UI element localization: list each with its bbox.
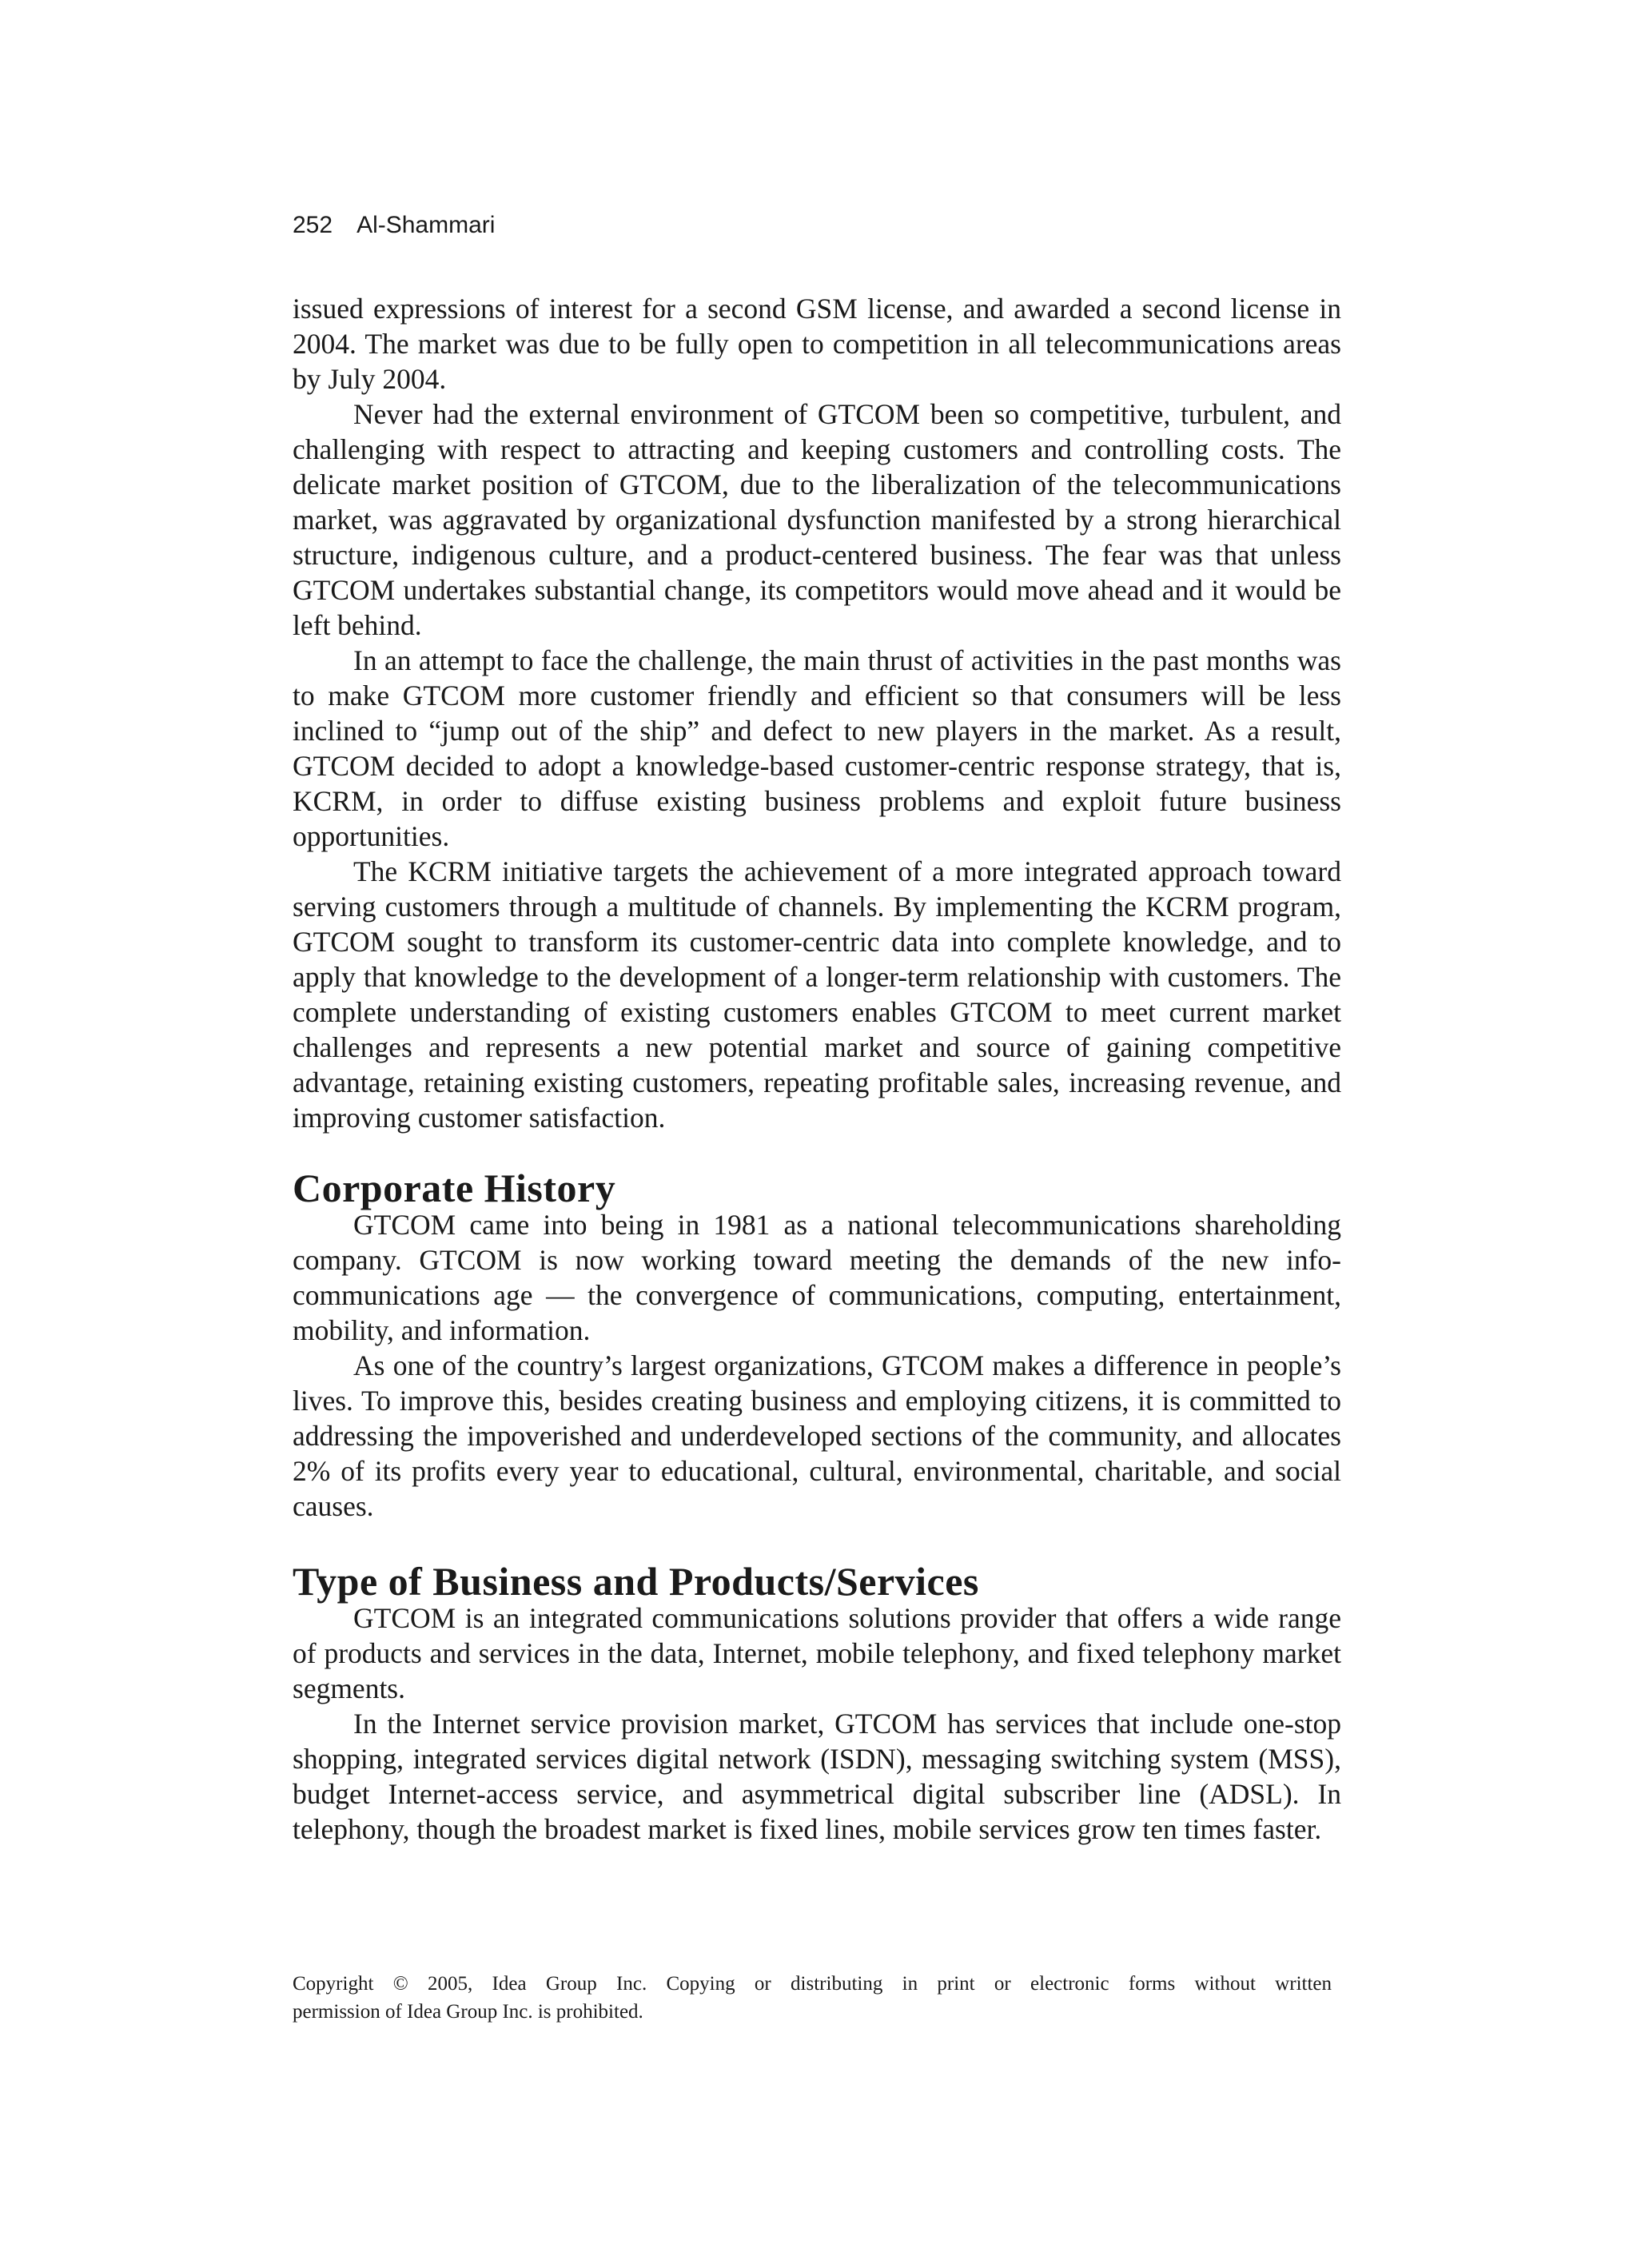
body-paragraph: GTCOM is an integrated communications solutions provider that offers a wide range of products and services in the data, Internet, mobile telephony, and fixed telephony market segments. [293,1602,1341,1704]
author-name: Al-Shammari [356,212,496,238]
section-heading-type-of-business: Type of Business and Products/Services [293,1559,979,1604]
body-paragraph: In the Internet service provision market, GTCOM has services that include one-stop shopping, integrated services digital network (ISDN), messaging switching system (MSS), budget Internet-access service, and asymmetrical digital subscriber line (ADSL). In telephony, though the broadest market is fixed lines, mobile services grow ten times faster. [293,1708,1341,1845]
copyright-notice [293,1970,1332,2026]
main-text [293,291,1341,1847]
body-paragraph: GTCOM came into being in 1981 as a national telecommunications shareholding company. GTCOM is now working toward meeting the demands of the new info-communications age — the convergence of communications, computing, entertainment, mobility, and information. [293,1209,1341,1346]
running-head [293,209,495,241]
body-paragraph: As one of the country’s largest organizations, GTCOM makes a difference in people’s lives. To improve this, besides creating business and employing citizens, it is committed to addressing the impoverished and underdeveloped sections of the community, and allocates 2% of its profits every year to educational, cultural, environmental, charitable, and social causes. [293,1349,1341,1522]
body-paragraph: Never had the external environment of GTCOM been so competitive, turbulent, and challenging with respect to attracting and keeping customers and controlling costs. The delicate market position of GTCOM, due to the liberalization of the telecommunications market, was aggravated by organizational dysfunction manifested by a strong hierarchical structure, indigenous culture, and a product-centered business. The fear was that unless GTCOM undertakes substantial change, its competitors would move ahead and it would be left behind. [293,398,1341,641]
body-paragraph: issued expressions of interest for a second GSM license, and awarded a second license in 2004. The market was due to be fully open to competition in all telecommunications areas by July 2004. [293,293,1341,395]
page-number: 252 [293,212,333,238]
body-paragraph: In an attempt to face the challenge, the main thrust of activities in the past months was to make GTCOM more customer friendly and efficient so that consumers will be less inclined to “jump out of the ship” and defect to new players in the market. As a result, GTCOM decided to adopt a knowledge-based customer-centric response strategy, that is, KCRM, in order to diffuse existing business problems and exploit future business opportunities. [293,644,1341,852]
section-heading-corporate-history: Corporate History [293,1166,616,1210]
body-paragraph: The KCRM initiative targets the achievement of a more integrated approach toward serving customers through a multitude of channels. By implementing the KCRM program, GTCOM sought to transform its customer-centric data into complete knowledge, and to apply that knowledge to the development of a longer-term relationship with customers. The complete understanding of existing customers enables GTCOM to meet current market challenges and represents a new potential market and source of gaining competitive advantage, retaining existing customers, repeating profitable sales, increasing revenue, and improving customer satisfaction. [293,855,1341,1134]
copyright-line: Copyright © 2005, Idea Group Inc. Copying or distributing in print or electronic forms without written [293,1973,1332,1995]
copyright-line: permission of Idea Group Inc. is prohibited. [293,2001,643,2023]
